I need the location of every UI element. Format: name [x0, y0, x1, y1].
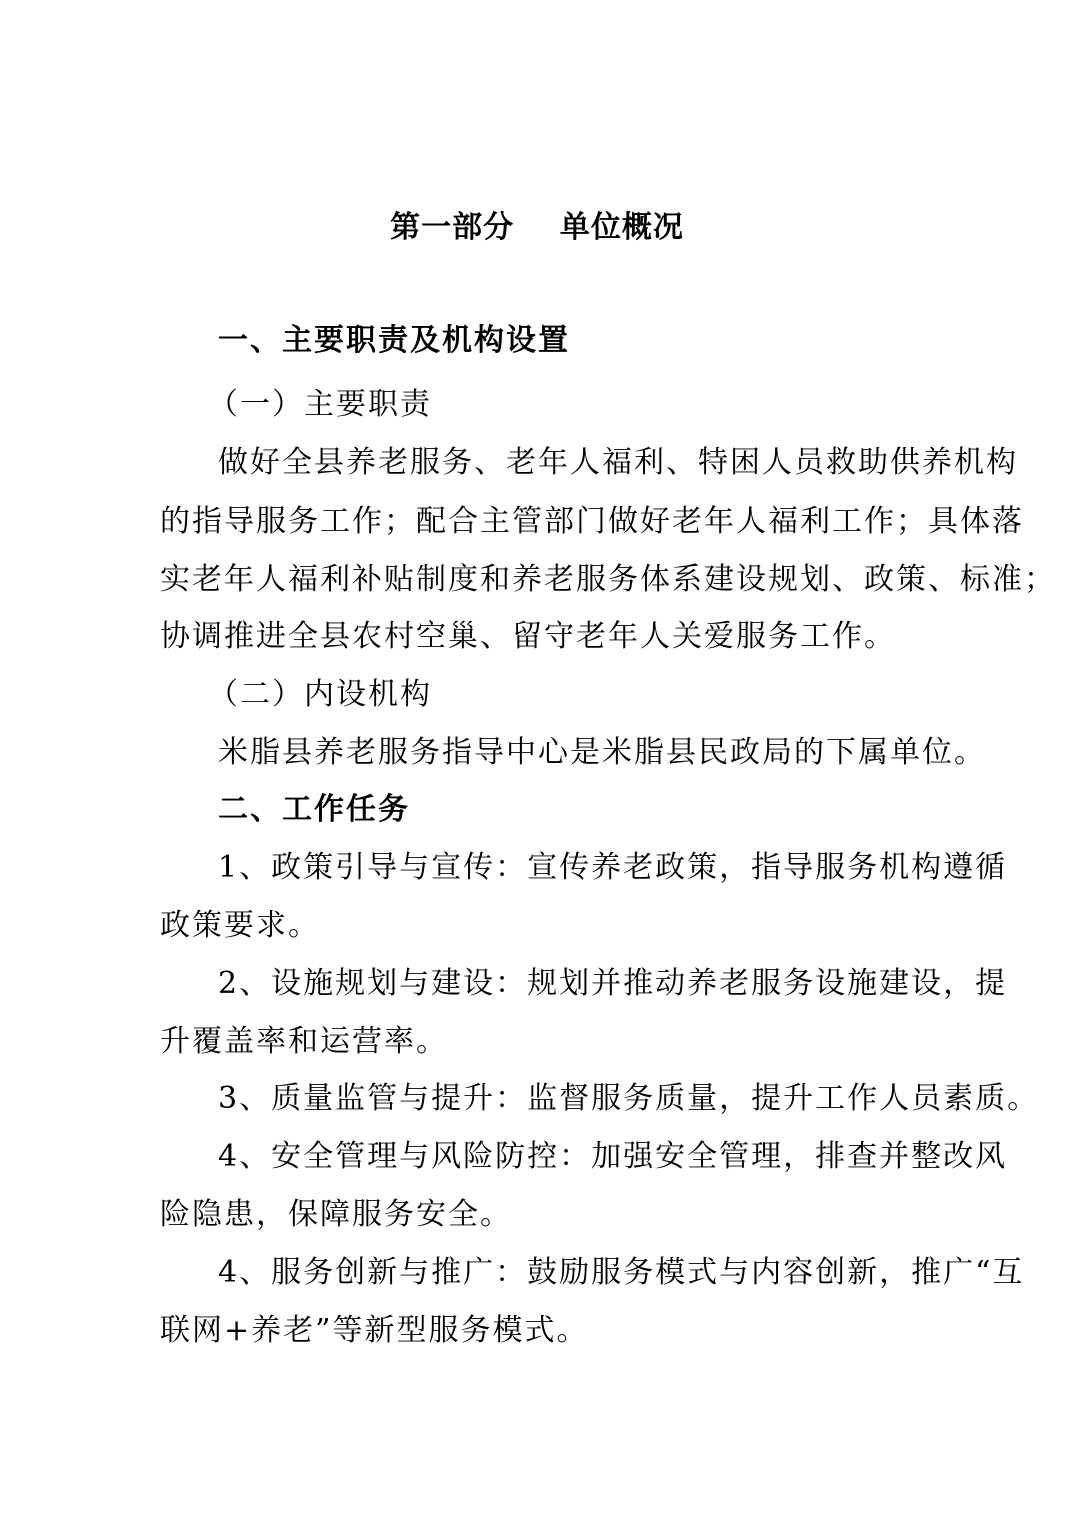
paragraph-line: 协调推进全县农村空巢、留守老年人关爱服务工作。: [160, 619, 896, 654]
page-title: 第一部分 单位概况: [390, 210, 684, 245]
subheading-internal-structure: （二）内设机构: [208, 677, 432, 712]
task-item-line: 险隐患，保障服务安全。: [160, 1197, 512, 1232]
task-item-line: 4、服务创新与推广：鼓励服务模式与内容创新，推广“互: [218, 1255, 1025, 1290]
task-item-line: 2、设施规划与建设：规划并推动养老服务设施建设，提: [218, 966, 1008, 1001]
paragraph-line: 实老年人福利补贴制度和养老服务体系建设规划、政策、标准；: [160, 562, 1056, 597]
task-item-line: 3、质量监管与提升：监督服务质量，提升工作人员素质。: [218, 1081, 1040, 1116]
task-item-line: 4、安全管理与风险防控：加强安全管理，排查并整改风: [218, 1139, 1008, 1174]
subheading-main-duties: （一）主要职责: [208, 387, 432, 422]
paragraph-line: 做好全县养老服务、老年人福利、特困人员救助供养机构: [218, 445, 1018, 480]
section-heading-tasks: 二、工作任务: [218, 792, 410, 827]
section-heading-responsibilities: 一、主要职责及机构设置: [218, 323, 570, 358]
task-item-line: 联网+养老”等新型服务模式。: [160, 1313, 589, 1348]
paragraph-line: 米脂县养老服务指导中心是米脂县民政局的下属单位。: [218, 735, 986, 770]
task-item-line: 1、政策引导与宣传：宣传养老政策，指导服务机构遵循: [218, 850, 1008, 885]
paragraph-line: 的指导服务工作；配合主管部门做好老年人福利工作；具体落: [160, 504, 1024, 539]
task-item-line: 政策要求。: [160, 908, 320, 943]
task-item-line: 升覆盖率和运营率。: [160, 1024, 448, 1059]
